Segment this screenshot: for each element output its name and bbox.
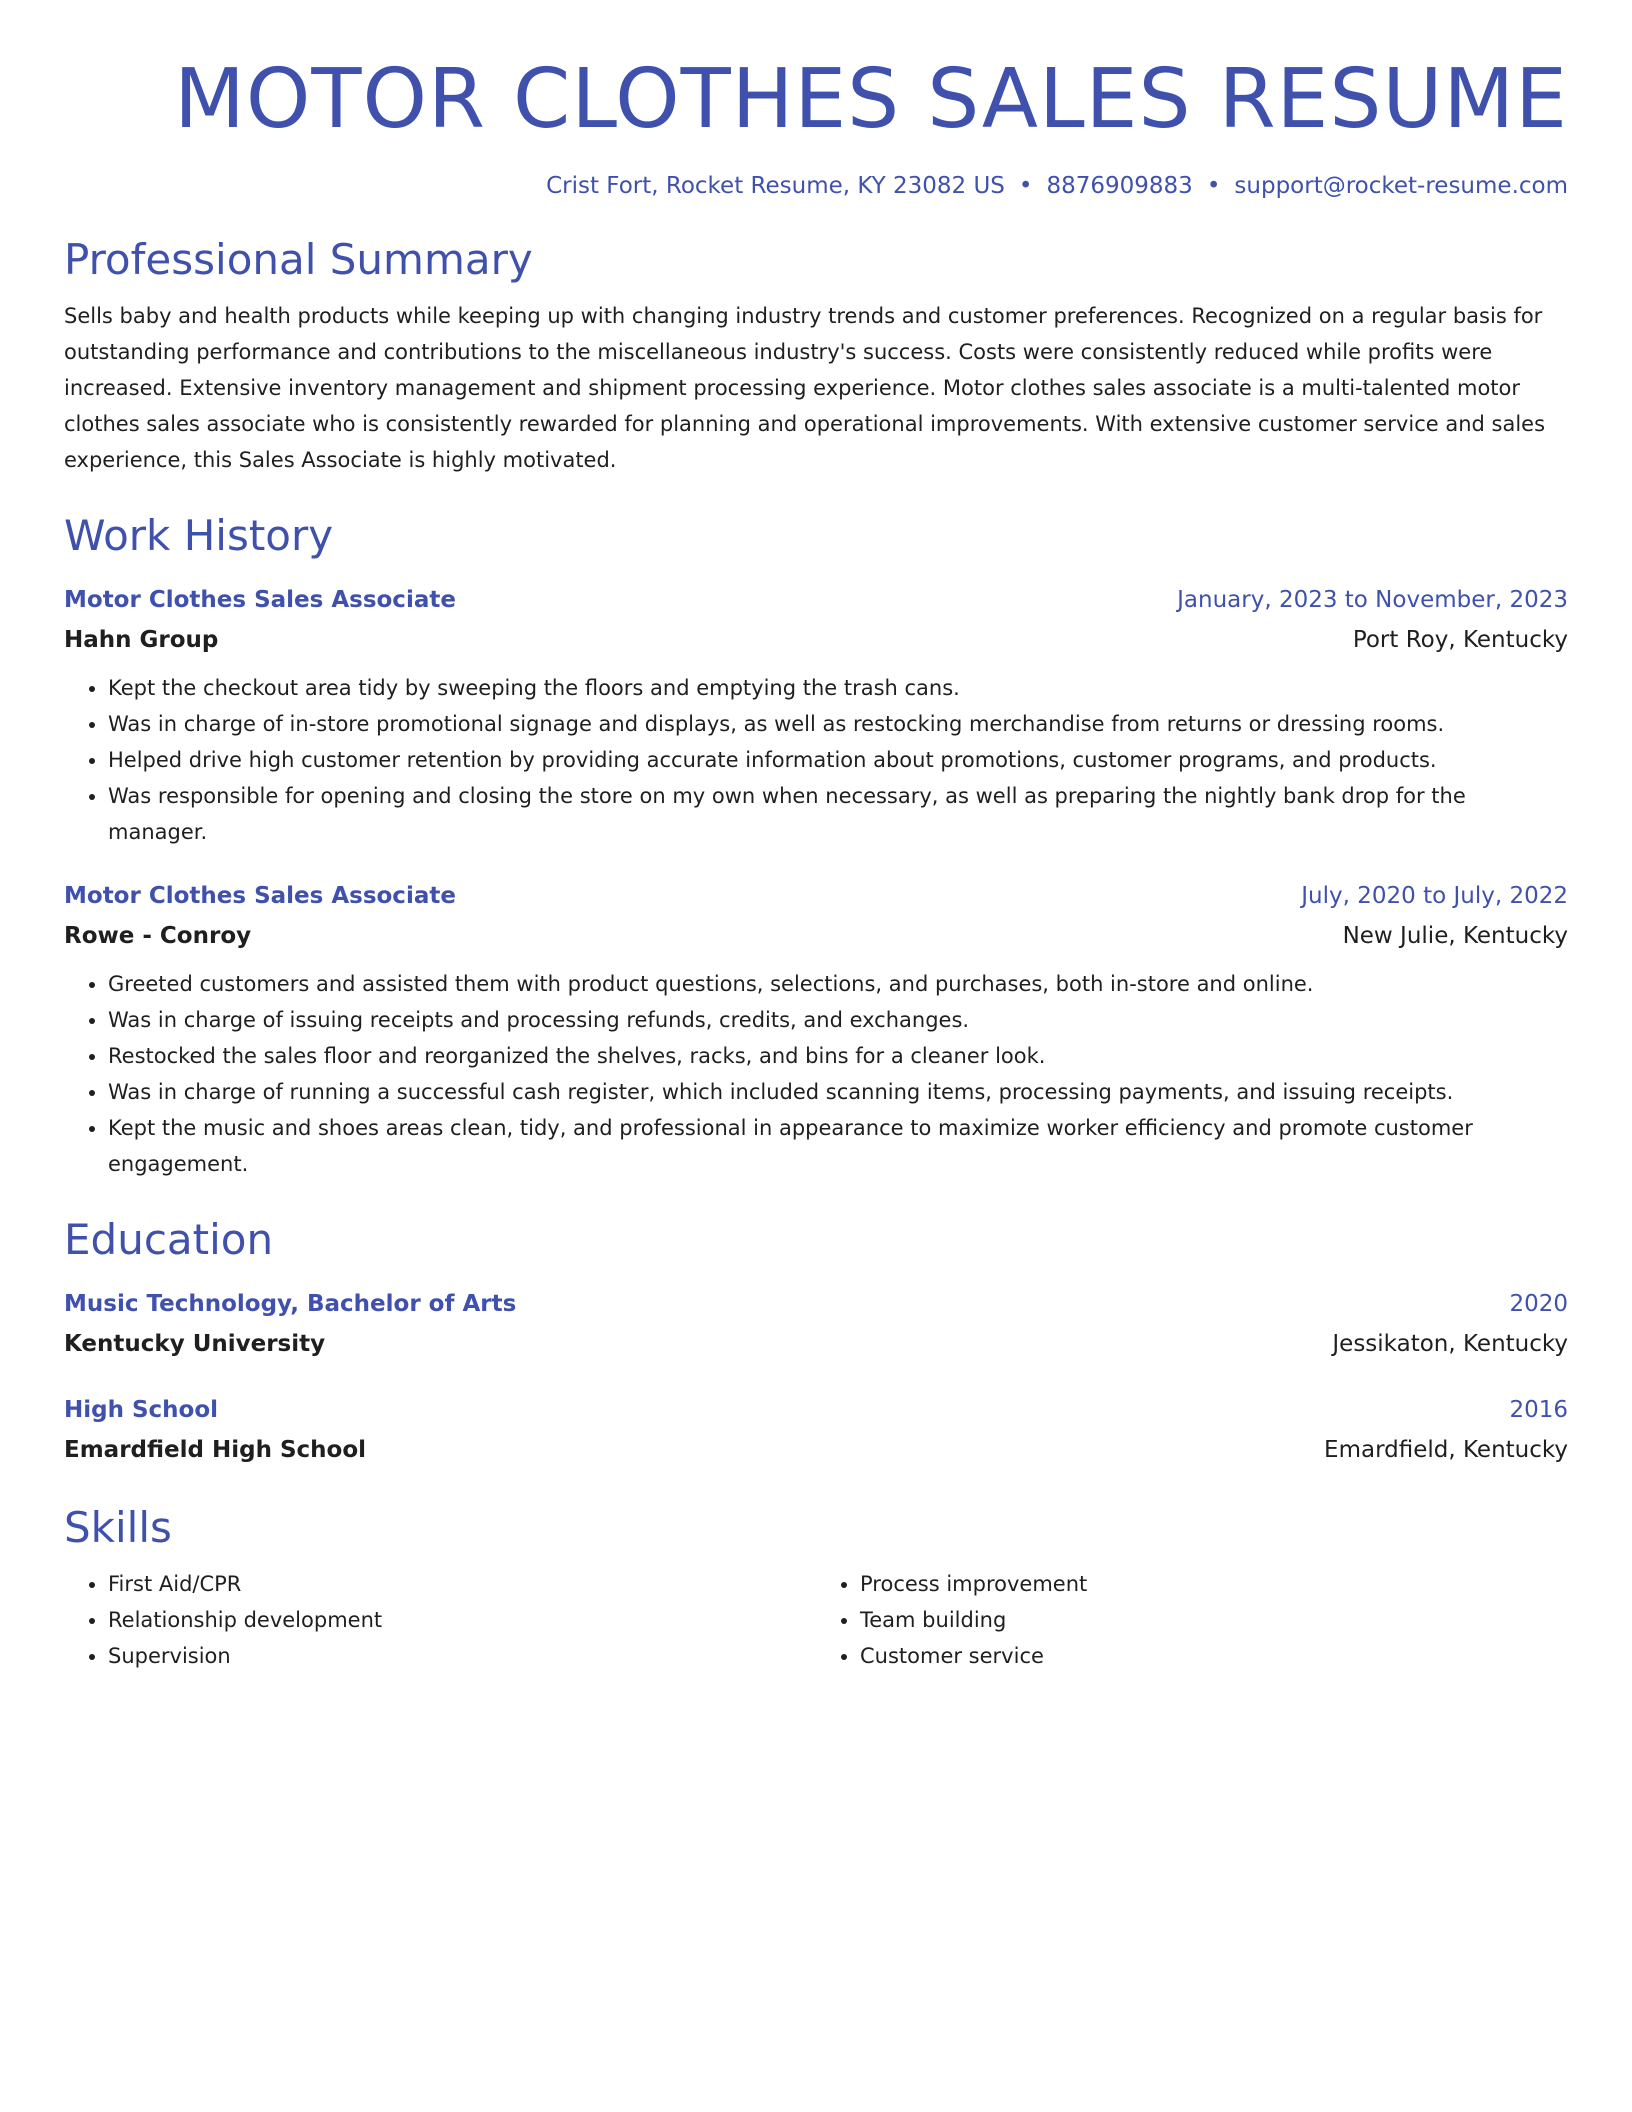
- contact-separator: •: [1206, 173, 1221, 199]
- section-title-education: Education: [64, 1215, 274, 1264]
- education-year: 2016: [1509, 1397, 1568, 1423]
- job-bullet: • Kept the music and shoes areas clean, tidy, and professional in appearance to maximize worker efficiency and promote customer engagement.: [108, 1110, 1568, 1182]
- job-entry: [64, 580, 1568, 850]
- education-degree: Music Technology, Bachelor of Arts: [64, 1291, 517, 1317]
- section-title-skills: Skills: [64, 1503, 172, 1552]
- section-title-summary: Professional Summary: [64, 235, 533, 284]
- resume-header: [64, 0, 1568, 202]
- contact-line: [64, 170, 1568, 202]
- job-bullet: • Kept the checkout area tidy by sweeping the floors and emptying the trash cans.: [108, 670, 1568, 706]
- skill-item: • First Aid/CPR: [108, 1566, 816, 1602]
- resume-title: MOTOR CLOTHES SALES RESUME: [174, 52, 1568, 147]
- job-bullet: • Restocked the sales floor and reorganized the shelves, racks, and bins for a cleaner look.: [108, 1038, 1568, 1074]
- skills-column-right: [816, 1566, 1568, 1674]
- education-location: Jessikaton, Kentucky: [1332, 1331, 1568, 1357]
- job-role: Motor Clothes Sales Associate: [64, 587, 456, 613]
- job-role: Motor Clothes Sales Associate: [64, 883, 456, 909]
- job-bullet: • Greeted customers and assisted them with product questions, selections, and purchases, both in-store and online.: [108, 966, 1568, 1002]
- job-bullets: [64, 670, 1568, 850]
- job-bullets: [64, 966, 1568, 1182]
- job-bullet: • Was in charge of running a successful cash register, which included scanning items, processing payments, and issuing receipts.: [108, 1074, 1568, 1110]
- education-year: 2020: [1509, 1291, 1568, 1317]
- education-entry: [64, 1390, 1568, 1470]
- skill-item: • Relationship development: [108, 1602, 816, 1638]
- job-location: New Julie, Kentucky: [1342, 923, 1568, 949]
- contact-email: support@rocket-resume.com: [1234, 173, 1568, 199]
- job-company: Hahn Group: [64, 627, 219, 653]
- summary-text: Sells baby and health products while keeping up with changing industry trends and customer preferences. Recognized on a regular basis for outstanding performance and contributions to the miscellaneous industry's success. Costs were consistently reduced while profits were increased. Extensive inventory management and shipment processing experience. Motor clothes sales associate is a multi-talented motor clothes sales associate who is consistently rewarded for planning and operational improvements. With extensive customer service and sales experience, this Sales Associate is highly motivated.: [64, 304, 1546, 472]
- job-bullet: • Helped drive high customer retention by providing accurate information about promotions, customer programs, and products.: [108, 742, 1568, 778]
- job-dates: July, 2020 to July, 2022: [1301, 883, 1568, 909]
- skill-item: • Team building: [860, 1602, 1568, 1638]
- skill-item: • Customer service: [860, 1638, 1568, 1674]
- contact-address: Crist Fort, Rocket Resume, KY 23082 US: [546, 173, 1005, 199]
- education-entry: [64, 1284, 1568, 1364]
- job-location: Port Roy, Kentucky: [1352, 627, 1568, 653]
- education-school: Kentucky University: [64, 1331, 326, 1357]
- education-location: Emardfield, Kentucky: [1324, 1437, 1568, 1463]
- job-bullet: • Was responsible for opening and closing the store on my own when necessary, as well as preparing the nightly bank drop for the manager.: [108, 778, 1568, 850]
- skills-list: [64, 1566, 1568, 1674]
- education-school: Emardfield High School: [64, 1437, 367, 1463]
- education-degree: High School: [64, 1397, 219, 1423]
- contact-phone: 8876909883: [1046, 173, 1193, 199]
- job-dates: January, 2023 to November, 2023: [1177, 587, 1568, 613]
- skills-column-left: [64, 1566, 816, 1674]
- job-entry: [64, 876, 1568, 1182]
- job-bullet: • Was in charge of in-store promotional signage and displays, as well as restocking merchandise from returns or dressing rooms.: [108, 706, 1568, 742]
- skill-item: • Process improvement: [860, 1566, 1568, 1602]
- section-title-work-history: Work History: [64, 511, 334, 560]
- contact-separator: •: [1018, 173, 1033, 199]
- skill-item: • Supervision: [108, 1638, 816, 1674]
- job-company: Rowe - Conroy: [64, 923, 252, 949]
- job-bullet: • Was in charge of issuing receipts and processing refunds, credits, and exchanges.: [108, 1002, 1568, 1038]
